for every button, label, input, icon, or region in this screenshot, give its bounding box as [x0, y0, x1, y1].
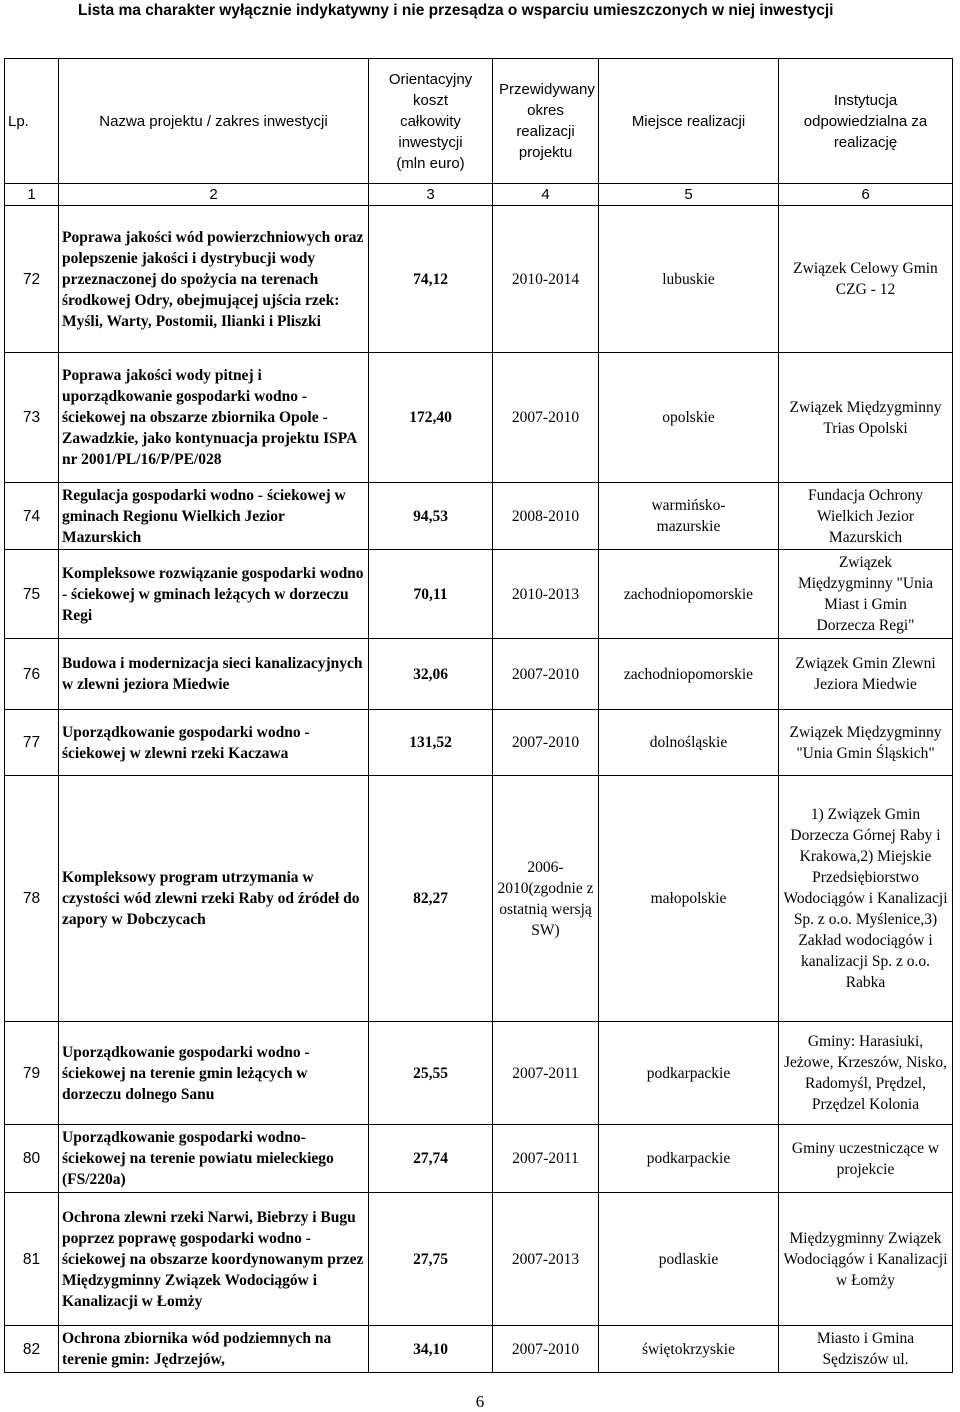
page-number: 6: [475, 1392, 485, 1411]
row-project-name: Uporządkowanie gospodarki wodno - ściekowej na terenie gmin leżących w dorzeczu dolnego Sanu: [59, 1022, 369, 1125]
row-project-name: Ochrona zbiornika wód podziemnych na terenie gmin: Jędrzejów,: [59, 1326, 369, 1373]
row-place: świętokrzyskie: [599, 1326, 779, 1373]
row-institution: Związek Międzygminny Trias Opolski: [779, 353, 953, 483]
column-number: 4: [493, 184, 599, 206]
row-lp: 78: [5, 776, 59, 1022]
column-number: 3: [369, 184, 493, 206]
row-cost: 94,53: [369, 483, 493, 550]
row-institution: 1) Związek Gmin Dorzecza Górnej Raby i Krakowa,2) Miejskie Przedsiębiorstwo Wodociągów i Kanalizacji Sp. z o.o. Myślenice,3) Zakład wodociągów i kanalizacji Sp. z o.o. Rabka: [779, 776, 953, 1022]
header-cost: Orientacyjny koszt całkowity inwestycji (mln euro): [369, 59, 493, 184]
row-institution: Fundacja Ochrony Wielkich Jezior Mazurskich: [779, 483, 953, 550]
disclaimer-note: Lista ma charakter wyłącznie indykatywny i nie przesądza o wsparciu umieszczonych w niej inwestycji: [78, 2, 834, 19]
row-institution: Związek Międzygminny "Unia Gmin Śląskich": [779, 710, 953, 776]
row-project-name: Poprawa jakości wody pitnej i uporządkowanie gospodarki wodno - ściekowej na obszarze zbiornika Opole - Zawadzkie, jako kontynuacja projektu ISPA nr 2001/PL/16/P/PE/028: [59, 353, 369, 483]
row-lp: 81: [5, 1193, 59, 1326]
row-institution: Związek Gmin Zlewni Jeziora Miedwie: [779, 639, 953, 710]
row-period: 2010-2013: [493, 550, 599, 639]
table-row: [5, 1193, 953, 1326]
table-row: [5, 710, 953, 776]
row-institution: Związek Międzygminny "Unia Miast i Gmin Dorzecza Regi": [779, 550, 953, 639]
row-place: podkarpackie: [599, 1125, 779, 1193]
row-project-name: Ochrona zlewni rzeki Narwi, Biebrzy i Bugu poprzez poprawę gospodarki wodno - ściekowej na obszarze koordynowanym przez Międzygminny Związek Wodociągów i Kanalizacji w Łomży: [59, 1193, 369, 1326]
row-project-name: Uporządkowanie gospodarki wodno-ściekowej na terenie powiatu mieleckiego (FS/220a): [59, 1125, 369, 1193]
row-lp: 80: [5, 1125, 59, 1193]
row-cost: 25,55: [369, 1022, 493, 1125]
row-cost: 131,52: [369, 710, 493, 776]
row-period: 2010-2014: [493, 206, 599, 353]
table-row: [5, 639, 953, 710]
row-cost: 34,10: [369, 1326, 493, 1373]
header-name: Nazwa projektu / zakres inwestycji: [59, 59, 369, 184]
row-cost: 27,75: [369, 1193, 493, 1326]
row-place: zachodniopomorskie: [599, 550, 779, 639]
column-number: 5: [599, 184, 779, 206]
row-place: dolnośląskie: [599, 710, 779, 776]
row-cost: 74,12: [369, 206, 493, 353]
row-period: 2007-2010: [493, 353, 599, 483]
header-place: Miejsce realizacji: [599, 59, 779, 184]
table-row: [5, 353, 953, 483]
row-place: opolskie: [599, 353, 779, 483]
table-row: [5, 206, 953, 353]
column-number-row: [5, 184, 953, 206]
row-project-name: Kompleksowy program utrzymania w czystości wód zlewni rzeki Raby od źródeł do zapory w Dobczycach: [59, 776, 369, 1022]
row-project-name: Budowa i modernizacja sieci kanalizacyjnych w zlewni jeziora Miedwie: [59, 639, 369, 710]
row-place: małopolskie: [599, 776, 779, 1022]
row-period: 2007-2010: [493, 639, 599, 710]
row-project-name: Kompleksowe rozwiązanie gospodarki wodno - ściekowej w gminach leżących w dorzeczu Regi: [59, 550, 369, 639]
row-period: 2007-2011: [493, 1022, 599, 1125]
table-row: [5, 776, 953, 1022]
row-institution: Gminy: Harasiuki, Jeżowe, Krzeszów, Nisko, Radomyśl, Prędzel, Przędzel Kolonia: [779, 1022, 953, 1125]
row-period: 2006-2010(zgodnie z ostatnią wersją SW): [493, 776, 599, 1022]
header-period: Przewidywany okres realizacji projektu: [493, 59, 599, 184]
row-institution: Związek Celowy Gmin CZG - 12: [779, 206, 953, 353]
row-cost: 70,11: [369, 550, 493, 639]
row-lp: 74: [5, 483, 59, 550]
row-institution: Międzygminny Związek Wodociągów i Kanalizacji w Łomży: [779, 1193, 953, 1326]
row-period: 2008-2010: [493, 483, 599, 550]
row-project-name: Poprawa jakości wód powierzchniowych oraz polepszenie jakości i dystrybucji wody przeznaczonej do spożycia na terenach środkowej Odry, obejmującej ujścia rzek: Myśli, Warty, Postomii, Ilianki i Pliszki: [59, 206, 369, 353]
row-project-name: Uporządkowanie gospodarki wodno - ściekowej w zlewni rzeki Kaczawa: [59, 710, 369, 776]
table-row: [5, 483, 953, 550]
row-institution: Gminy uczestniczące w projekcie: [779, 1125, 953, 1193]
row-period: 2007-2010: [493, 1326, 599, 1373]
row-place: lubuskie: [599, 206, 779, 353]
header-institution: Instytucja odpowiedzialna za realizację: [779, 59, 953, 184]
column-number: 6: [779, 184, 953, 206]
row-lp: 75: [5, 550, 59, 639]
header-row: [5, 59, 953, 184]
row-lp: 77: [5, 710, 59, 776]
row-lp: 76: [5, 639, 59, 710]
table-row: [5, 1326, 953, 1373]
row-period: 2007-2011: [493, 1125, 599, 1193]
table-row: [5, 1125, 953, 1193]
row-place: podlaskie: [599, 1193, 779, 1326]
row-lp: 79: [5, 1022, 59, 1125]
projects-table: [4, 58, 953, 1373]
row-cost: 172,40: [369, 353, 493, 483]
row-place: zachodniopomorskie: [599, 639, 779, 710]
row-place: warmińsko-mazurskie: [599, 483, 779, 550]
column-number: 1: [5, 184, 59, 206]
row-lp: 82: [5, 1326, 59, 1373]
row-cost: 82,27: [369, 776, 493, 1022]
row-cost: 27,74: [369, 1125, 493, 1193]
column-number: 2: [59, 184, 369, 206]
row-place: podkarpackie: [599, 1022, 779, 1125]
row-institution: Miasto i Gmina Sędziszów ul.: [779, 1326, 953, 1373]
row-cost: 32,06: [369, 639, 493, 710]
row-lp: 72: [5, 206, 59, 353]
table-row: [5, 550, 953, 639]
row-period: 2007-2010: [493, 710, 599, 776]
table-row: [5, 1022, 953, 1125]
row-lp: 73: [5, 353, 59, 483]
header-lp: Lp.: [5, 59, 59, 184]
row-period: 2007-2013: [493, 1193, 599, 1326]
row-project-name: Regulacja gospodarki wodno - ściekowej w gminach Regionu Wielkich Jezior Mazurskich: [59, 483, 369, 550]
